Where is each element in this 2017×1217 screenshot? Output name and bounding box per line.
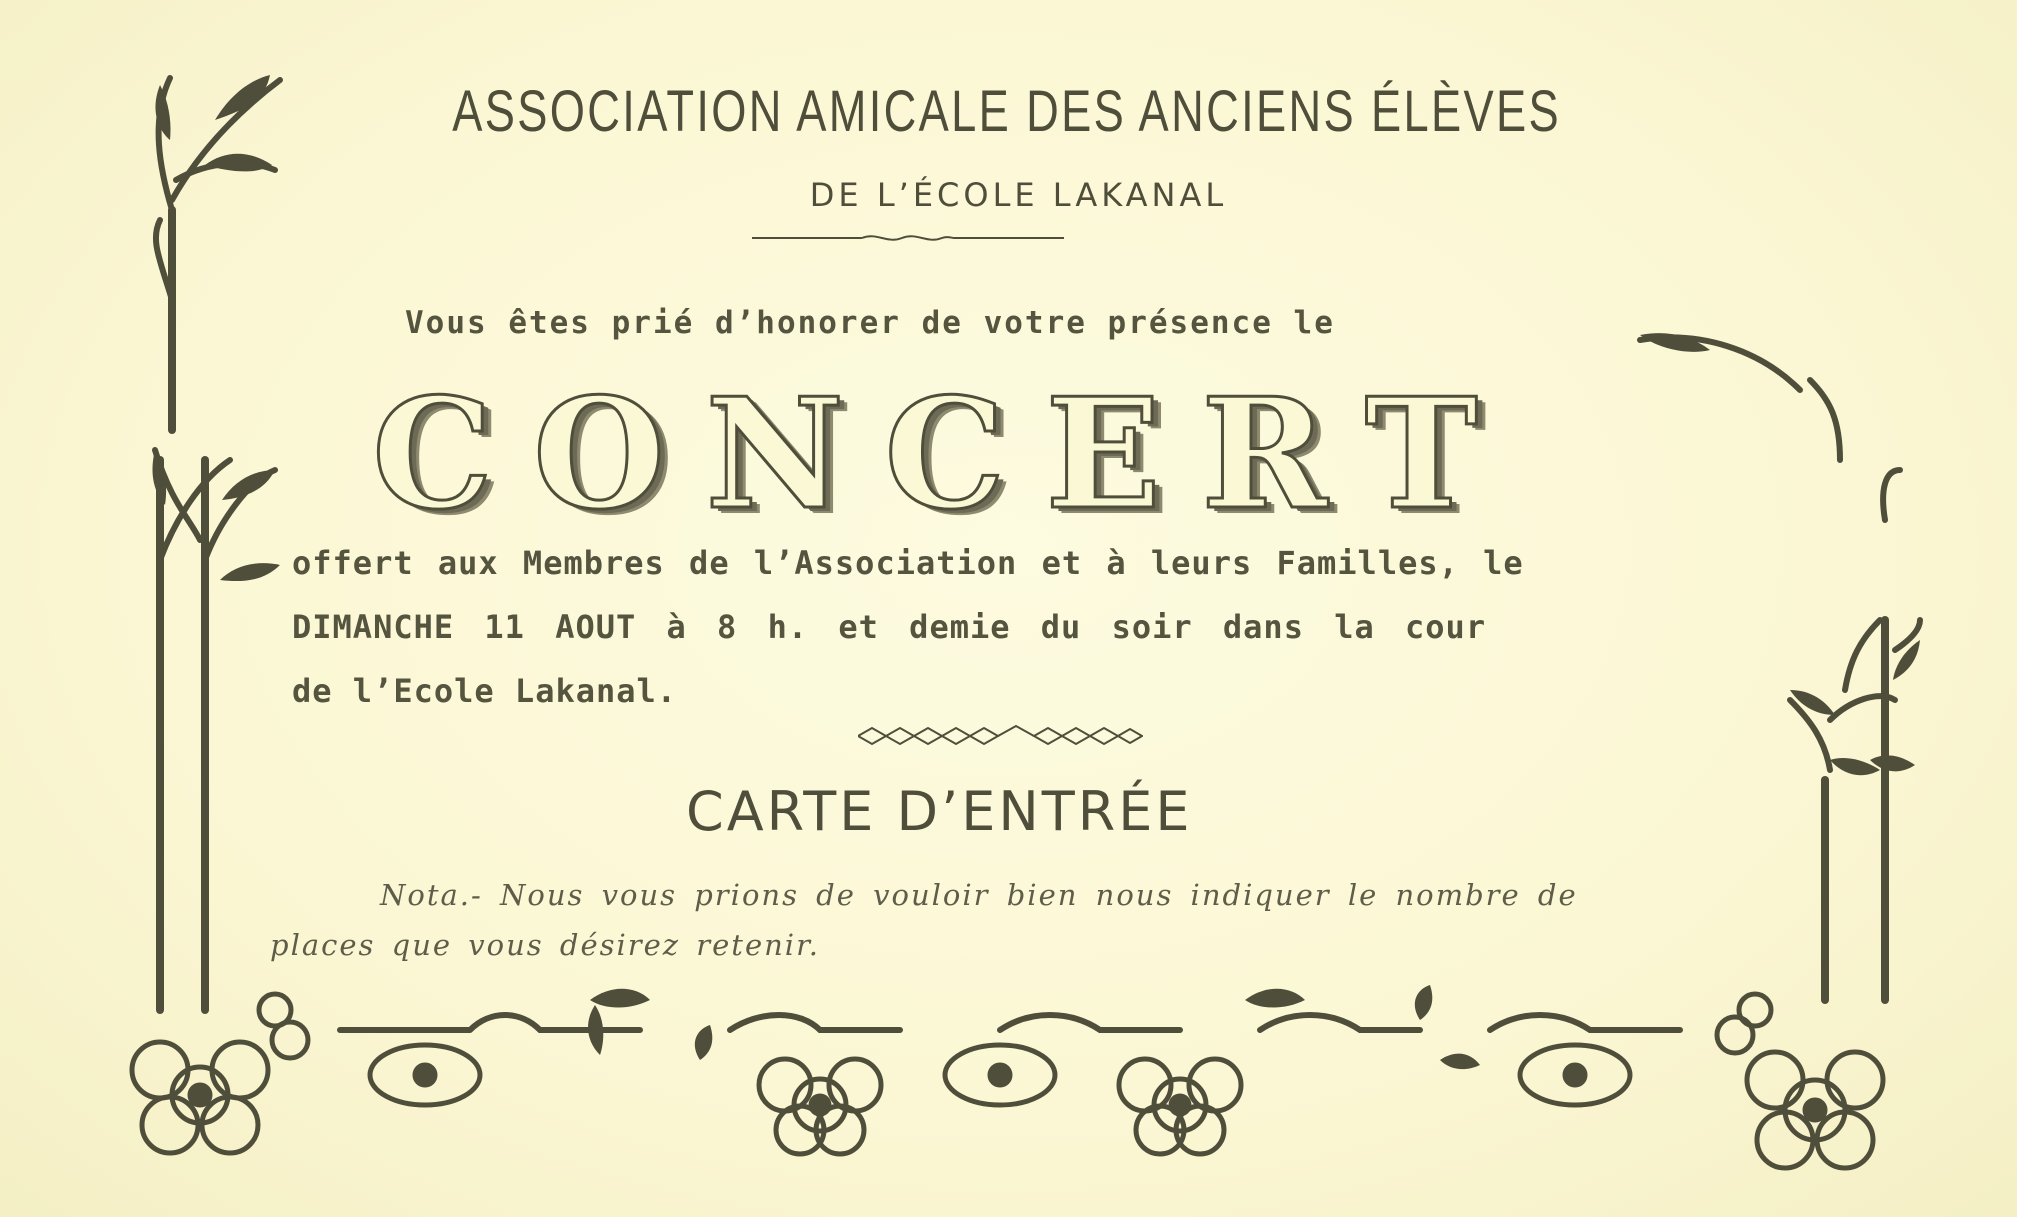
left-stalk-icon bbox=[155, 78, 280, 1010]
flower-icon bbox=[132, 994, 308, 1153]
flower-icon bbox=[1520, 1045, 1630, 1105]
invitation-line: Vous êtes prié d’honorer de votre présence le bbox=[405, 305, 1335, 341]
note-line-2: places que vous désirez retenir. bbox=[270, 928, 820, 962]
concert-title: CONCERT bbox=[372, 364, 1518, 543]
school-subheading: DE L’ÉCOLE LAKANAL bbox=[809, 176, 1228, 214]
flower-icon bbox=[759, 1059, 881, 1154]
flower-icon bbox=[945, 1045, 1055, 1105]
flower-icon bbox=[1717, 994, 1883, 1168]
association-heading: ASSOCIATION AMICALE DES ANCIENS ÉLÈVES bbox=[452, 79, 1562, 144]
details-line-1: offert aux Membres de l’Association et à leurs Familles, le bbox=[292, 544, 1524, 582]
divider-flourish-icon bbox=[752, 232, 1064, 244]
note-line-1: Nota.- Nous vous prions de vouloir bien nous indiquer le nombre de bbox=[380, 878, 1578, 912]
bottom-vine-icon bbox=[340, 1015, 1680, 1030]
right-stalk-icon bbox=[1640, 337, 1920, 1000]
flower-icon bbox=[370, 1045, 480, 1105]
details-line-3: de l’Ecole Lakanal. bbox=[292, 672, 678, 710]
ticket-label: CARTE D’ENTRÉE bbox=[686, 780, 1193, 843]
diamond-divider-icon bbox=[858, 724, 1143, 748]
details-line-2: DIMANCHE 11 AOUT à 8 h. et demie du soir dans la cour bbox=[292, 608, 1487, 646]
flower-icon bbox=[1119, 1059, 1241, 1154]
